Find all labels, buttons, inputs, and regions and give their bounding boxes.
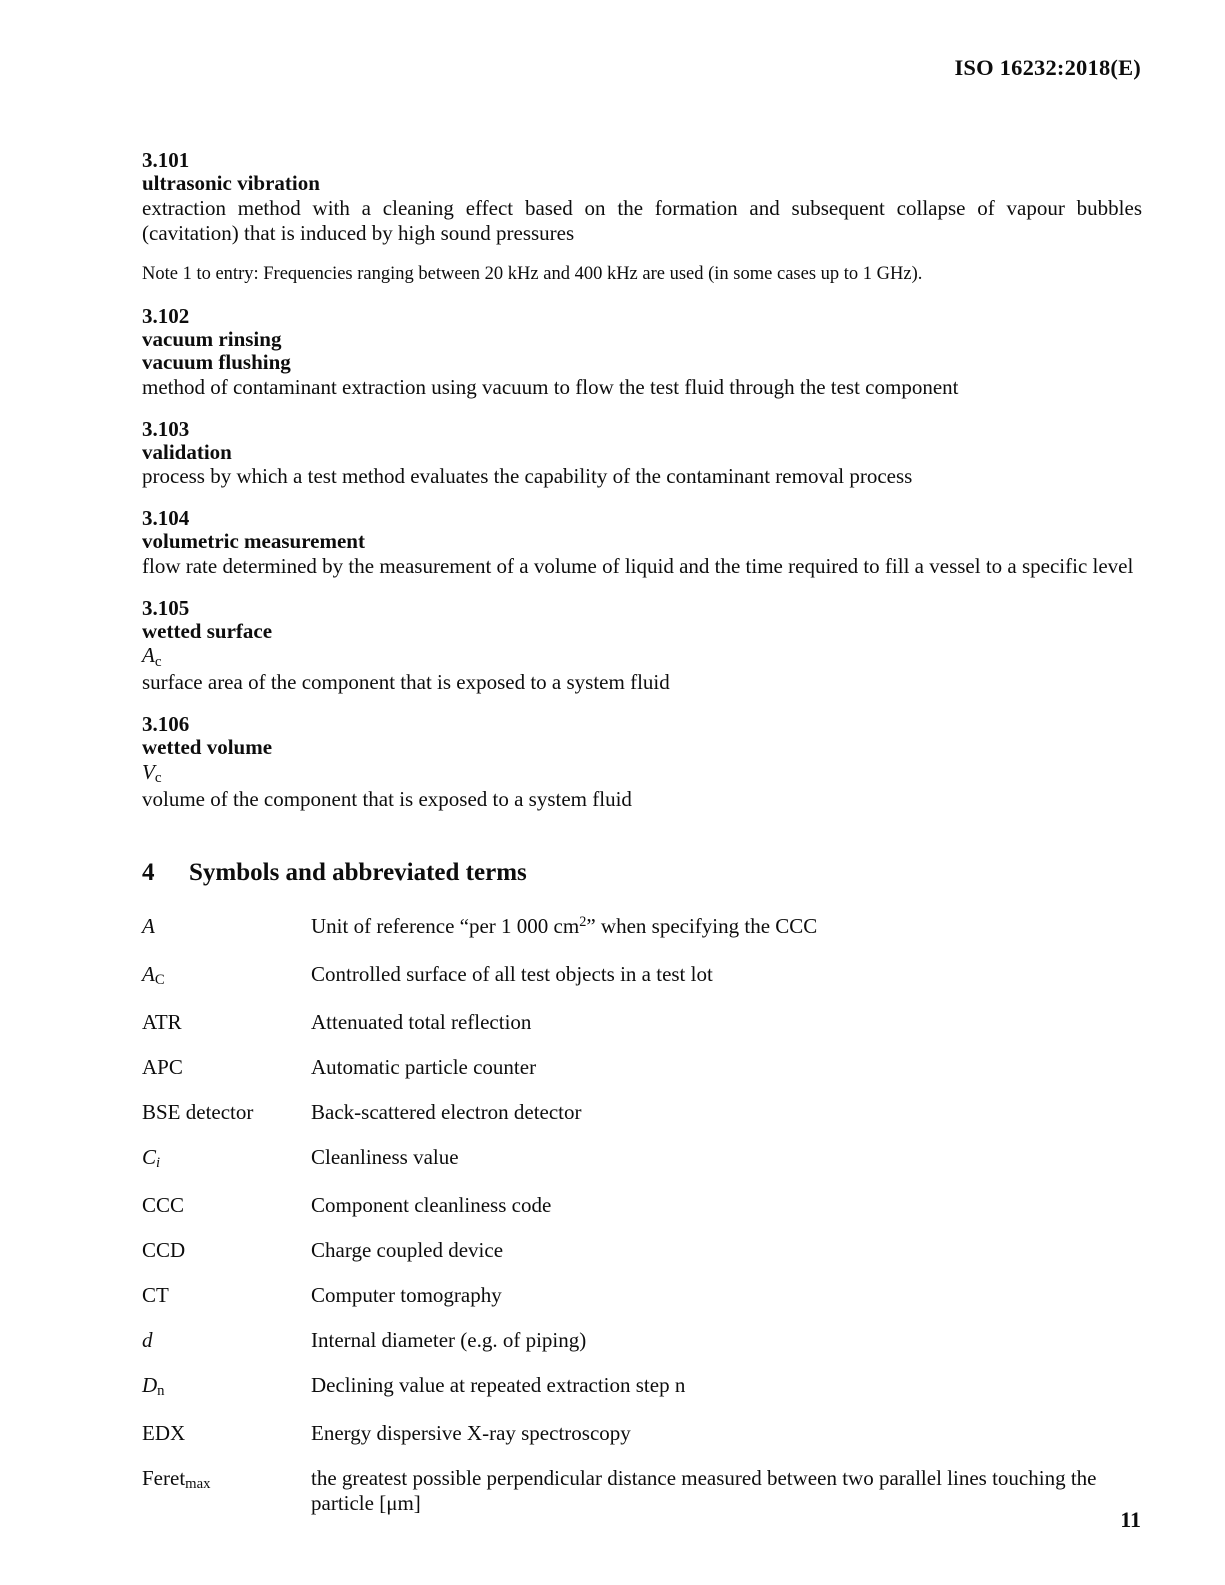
symbol-subscript: max [185,1476,211,1493]
symbol-description: Energy dispersive X-ray spectroscopy [311,1420,631,1445]
term-entry [142,506,1142,579]
symbol-cell [142,1373,311,1421]
term-name: wetted surface [142,618,273,643]
symbol-base: ATR [142,1009,182,1034]
term-entry [142,712,1142,812]
symbol-base: BSE detector [142,1099,254,1124]
term-number: 3.101 [142,148,190,172]
symbol-cell [142,1283,311,1328]
term-symbol-subscript: c [154,653,162,670]
symbols-table [142,914,1142,1516]
page-number: 11 [1120,1507,1141,1532]
term-name: validation [142,439,232,464]
symbol-cell [142,1193,311,1238]
section-number: 4 [142,858,155,886]
term-number: 3.106 [142,712,190,736]
symbol-row [142,1100,1142,1145]
symbol-description: Computer tomography [311,1282,502,1307]
symbol-cell [142,1010,311,1055]
term-entry [142,148,1142,286]
symbol-description: Declining value at repeated extraction step n [311,1372,686,1397]
term-number: 3.102 [142,303,190,328]
symbol-description: Internal diameter (e.g. of piping) [311,1327,587,1352]
term-definition: volume of the component that is exposed to a system fluid [142,786,632,811]
symbol-cell [142,914,311,962]
term-definition: surface area of the component that is exposed to a system fluid [142,670,670,694]
term-name: ultrasonic vibration [142,171,320,195]
symbol-row [142,1283,1142,1328]
symbol-subscript: i [156,1155,161,1172]
symbol-base: APC [142,1054,183,1079]
symbol-base: CCD [142,1237,186,1262]
symbol-base: C [142,1144,157,1169]
symbol-cell [142,1421,311,1466]
symbol-description: Automatic particle counter [311,1054,537,1079]
symbol-row [142,1145,1142,1193]
symbol-cell [142,1238,311,1283]
symbol-cell [142,1466,311,1516]
symbol-base: d [142,1327,153,1352]
symbol-cell [142,1100,311,1145]
term-symbol-base: V [142,759,155,784]
term-note: Note 1 to entry: Frequencies ranging between 20 kHz and 400 kHz are used (in some cases up to 1 GHz). [142,263,923,284]
symbol-base: CCC [142,1192,185,1217]
term-entry [142,417,1142,490]
symbol-row [142,1421,1142,1466]
symbol-row [142,1238,1142,1283]
symbol-row [142,1328,1142,1373]
symbol-base: EDX [142,1420,186,1445]
symbol-cell [142,962,311,1010]
symbol-subscript: C [154,972,165,989]
page-header-standard-ref: ISO 16232:2018(E) [954,55,1141,80]
term-number: 3.104 [142,506,190,530]
term-entry [142,596,1142,696]
symbol-base: CT [142,1282,169,1307]
term-entry [142,304,1142,400]
symbol-cell [142,1055,311,1100]
section-title: Symbols and abbreviated terms [189,858,527,886]
term-definition: method of contaminant extraction using vacuum to flow the test fluid through the test component [142,374,959,399]
symbol-base: A [142,913,155,938]
symbol-description: the greatest possible perpendicular distance measured between two parallel lines touching the particle [μm] [311,1465,1097,1515]
symbol-row [142,1193,1142,1238]
symbol-row [142,962,1142,1010]
symbol-row [142,1055,1142,1100]
term-number: 3.103 [142,416,190,441]
symbol-description: Controlled surface of all test objects in a test lot [311,961,713,986]
symbol-row [142,1466,1142,1516]
term-definition: flow rate determined by the measurement of a volume of liquid and the time required to fill a vessel to a specific level [142,553,1134,578]
term-name-alt: vacuum flushing [142,350,291,374]
symbol-base: A [142,961,155,986]
symbol-description: Charge coupled device [311,1237,504,1262]
symbol-row [142,1373,1142,1421]
term-name: volumetric measurement [142,529,365,553]
symbol-cell [142,1328,311,1373]
symbol-base: D [142,1372,158,1397]
symbol-description: Back-scattered electron detector [311,1099,582,1124]
symbol-description: Component cleanliness code [311,1192,552,1217]
term-symbol [142,643,1142,670]
term-definition: extraction method with a cleaning effect based on the formation and subsequent collapse of vapour bubbles (cavitation) that is induced by high sound pressures [142,195,1142,245]
term-symbol [142,760,1142,787]
symbol-base: Feret [142,1465,186,1490]
symbol-description: Cleanliness value [311,1144,459,1169]
symbol-row [142,1010,1142,1055]
document-body [142,148,1142,1516]
symbol-row [142,914,1142,962]
superscript: 2 [579,913,587,930]
term-definition: process by which a test method evaluates the capability of the contaminant removal process [142,464,913,488]
section-heading [142,858,1142,888]
term-name: vacuum rinsing [142,326,282,351]
symbol-description: Unit of reference “per 1 000 $cm^2$” when specifying the CCC [311,913,818,938]
symbol-cell [142,1145,311,1193]
term-symbol-subscript: c [154,770,162,787]
term-name: wetted volume [142,735,273,759]
symbol-subscript: n [157,1383,165,1400]
term-number: 3.105 [142,595,190,620]
term-symbol-base: A [142,643,155,667]
symbol-description: Attenuated total reflection [311,1009,532,1034]
